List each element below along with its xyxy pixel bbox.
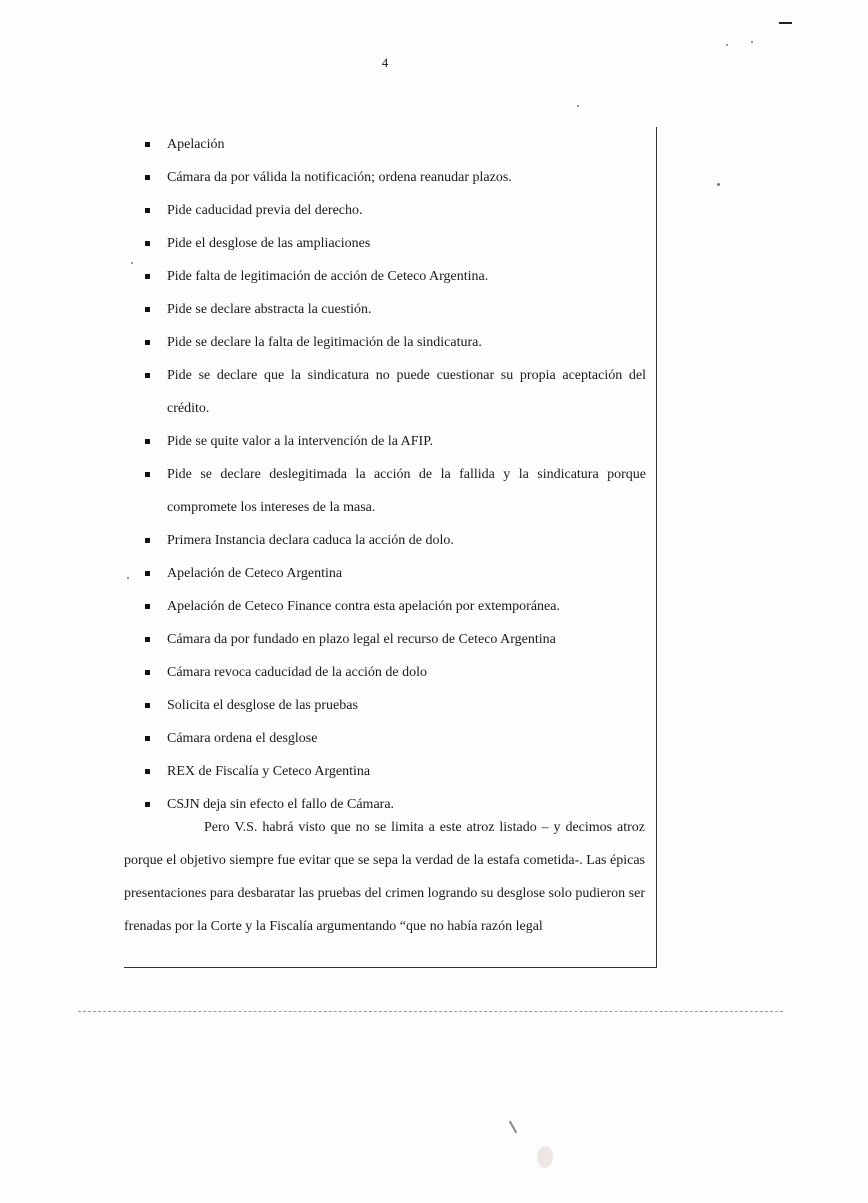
bullet-icon	[145, 637, 150, 642]
list-item-text: Apelación	[167, 137, 225, 152]
bullet-icon	[145, 538, 150, 543]
bullet-icon	[145, 439, 150, 444]
bullet-icon	[145, 208, 150, 213]
list-item	[140, 590, 646, 623]
list-item-text: CSJN deja sin efecto el fallo de Cámara.	[167, 797, 395, 812]
corner-mark	[779, 22, 792, 24]
bullet-icon	[145, 670, 150, 675]
list-item	[140, 656, 646, 689]
bullet-icon	[145, 340, 150, 345]
body-paragraph: Pero V.S. habrá visto que no se limita a este atroz listado – y decimos atroz porque el objetivo siempre fue evitar que se sepa la verdad de la estafa cometida-. Las épicas presentaciones para desbaratar las pruebas del crimen logrando su desglose solo pudieron ser frenadas por la Corte y la Fiscalía argumentando “que no había razón legal	[124, 820, 645, 934]
list-item	[140, 194, 646, 227]
bullet-icon	[145, 769, 150, 774]
bullet-icon	[145, 604, 150, 609]
list-item-text: Apelación de Ceteco Argentina	[167, 566, 343, 581]
bullet-icon	[145, 175, 150, 180]
scan-speck	[127, 577, 129, 579]
list-item	[140, 722, 646, 755]
list-item	[140, 623, 646, 656]
bullet-icon	[145, 274, 150, 279]
list-item	[140, 458, 646, 524]
list-item-text: Cámara da por fundado en plazo legal el recurso de Ceteco Argentina	[167, 632, 556, 647]
list-item-text: Pide se declare la falta de legitimación de la sindicatura.	[167, 335, 482, 350]
scan-speck	[577, 105, 579, 107]
list-item-text: Pide el desglose de las ampliaciones	[167, 236, 371, 251]
list-item	[140, 359, 646, 425]
scan-speck	[726, 44, 728, 46]
list-item	[140, 524, 646, 557]
list-item	[140, 161, 646, 194]
bullet-icon	[145, 703, 150, 708]
frame-bottom-border	[124, 967, 657, 968]
frame-right-border	[656, 127, 657, 968]
list-item	[140, 293, 646, 326]
list-item-text: Cámara da por válida la notificación; ordena reanudar plazos.	[167, 170, 512, 185]
scan-speck	[537, 1146, 553, 1168]
list-item-text: Cámara revoca caducidad de la acción de dolo	[167, 665, 428, 680]
list-item	[140, 425, 646, 458]
scan-speck	[509, 1120, 518, 1133]
list-item-text: Solicita el desglose de las pruebas	[167, 698, 358, 713]
scan-speck	[131, 262, 133, 264]
bullet-icon	[145, 736, 150, 741]
page-number: 4	[381, 55, 389, 70]
bullet-icon	[145, 241, 150, 246]
list-item	[140, 755, 646, 788]
list-item	[140, 260, 646, 293]
list-item-text: Cámara ordena el desglose	[167, 731, 318, 746]
bullet-icon	[145, 802, 150, 807]
scan-artifact-line	[78, 1011, 783, 1012]
list-item-text: Pide se declare deslegitimada la acción de la fallida y la sindicatura porque compromete los intereses de la masa.	[167, 467, 646, 515]
scan-speck	[717, 183, 720, 186]
list-item-text: Apelación de Ceteco Finance contra esta apelación por extemporánea.	[167, 599, 560, 614]
list-item	[140, 689, 646, 722]
list-item-text: Pide caducidad previa del derecho.	[167, 203, 363, 218]
bullet-list	[140, 128, 646, 821]
bullet-icon	[145, 142, 150, 147]
list-item-text: Pide se declare abstracta la cuestión.	[167, 302, 372, 317]
bullet-icon	[145, 307, 150, 312]
scan-speck	[751, 41, 753, 43]
list-item-text: Pide se declare que la sindicatura no puede cuestionar su propia aceptación del crédito.	[167, 368, 646, 416]
list-item-text: Primera Instancia declara caduca la acción de dolo.	[167, 533, 454, 548]
bullet-icon	[145, 571, 150, 576]
list-item-text: Pide falta de legitimación de acción de Ceteco Argentina.	[167, 269, 489, 284]
list-item-text: REX de Fiscalía y Ceteco Argentina	[167, 764, 371, 779]
list-item	[140, 227, 646, 260]
list-item	[140, 326, 646, 359]
list-item	[140, 557, 646, 590]
bullet-icon	[145, 373, 150, 378]
list-item	[140, 128, 646, 161]
list-item-text: Pide se quite valor a la intervención de la AFIP.	[167, 434, 433, 449]
bullet-icon	[145, 472, 150, 477]
